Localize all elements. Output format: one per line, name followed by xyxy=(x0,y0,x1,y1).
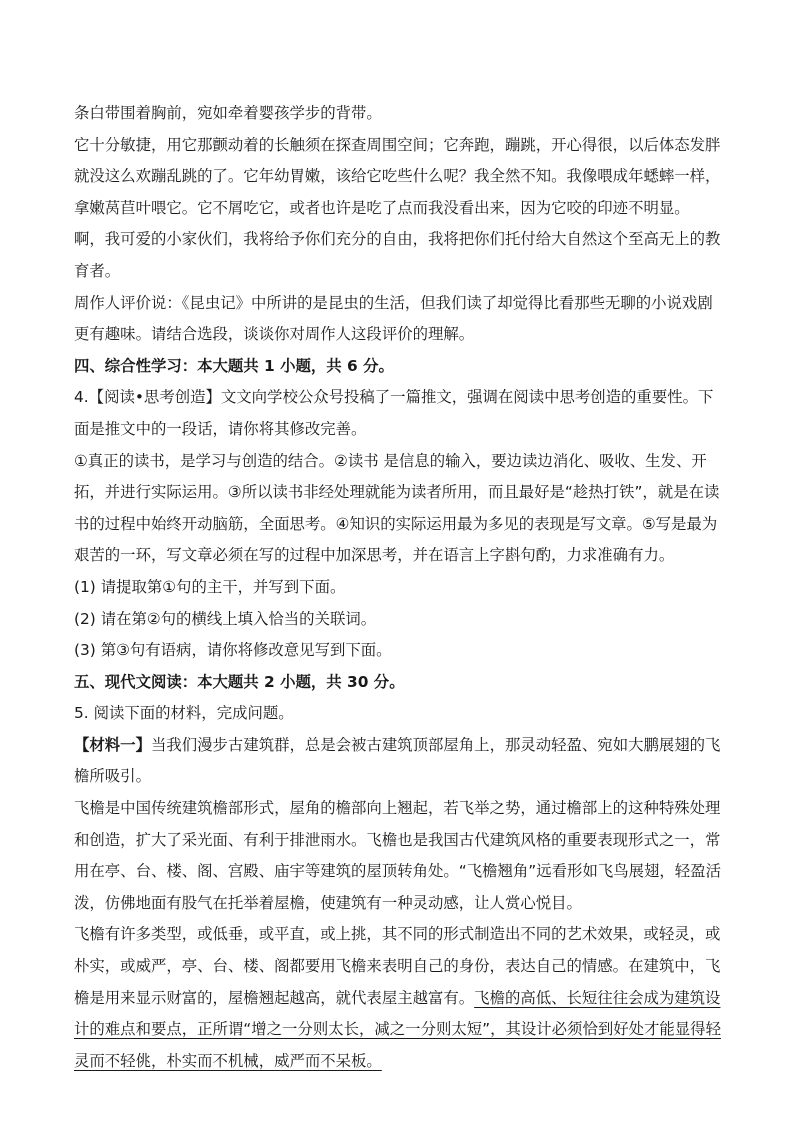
paragraph-agile-cricket: 它十分敏捷，用它那颤动着的长触须在探查周围空间；它奔跑，蹦跳，开心得很，以后体态发胖就没这么欢蹦乱跳的了。它年幼胃嫩，该给它吃些什么呢？我全然不知。我像喂成年蟋蟀一样，拿嫩莴苣叶喂它。它不屑吃它，或者也许是吃了点而我没看出来，因为它咬的印迹不明显。 xyxy=(74,135,721,217)
question-4-sub-3: (3) 第③句有语病，请你将修改意见写到下面。 xyxy=(74,641,392,660)
question-4-intro: 4.【阅读•思考创造】文文向学校公众号投稿了一篇推文，强调在阅读中思考创造的重要性。下面是推文中的一段话，请你将其修改完善。 xyxy=(74,388,714,438)
document-page xyxy=(74,98,722,1077)
eave-types-text: 飞檐有许多类型，或低垂，或平直，或上挑，其不同的形式制造出不同的艺术效果，或轻灵，或朴实，或威严，亭、台、楼、阁都要用飞檐来表明自己的身份，表达自己的情感。在建筑中，飞檐是用来显示财富的，屋檐翘起越高，就代表屋主越富有。 xyxy=(74,925,721,1007)
question-5-intro: 5. 阅读下面的材料，完成问题。 xyxy=(74,704,294,723)
question-4-passage: ①真正的读书，是学习与创造的结合。②读书 是信息的输入，要边读边消化、吸收、生发、开拓，并进行实际运用。③所以读书非经处理就能为读者所用，而且最好是“趁热打铁”，就是在读书的过程中始终开动脑筋，全面思考。④知识的实际运用最为多见的表现是写文章。⑤写是最为艰苦的一环，写文章必须在写的过程中加深思考，并在语言上字斟句酌，力求准确有力。 xyxy=(74,451,720,565)
question-4-sub-1: (1) 请提取第①句的主干，并写到下面。 xyxy=(74,577,346,596)
material-1-text: 当我们漫步古建筑群，总是会被古建筑顶部屋角上，那灵动轻盈、宛如大鹏展翅的飞檐所吸引。 xyxy=(74,735,721,786)
section-heading-5: 五、现代文阅读：本大题共 2 小题，共 30 分。 xyxy=(74,672,405,691)
material-paragraph-eave-types xyxy=(74,919,722,1077)
material-1 xyxy=(74,730,722,793)
paragraph-white-band: 条白带围着胸前，宛如牵着婴孩学步的背带。 xyxy=(74,104,382,122)
material-1-label: 【材料一】 xyxy=(74,735,151,754)
material-paragraph-flying-eaves: 飞檐是中国传统建筑檐部形式，屋角的檐部向上翘起，若飞举之势，通过檐部上的这种特殊处理和创造，扩大了采光面、有利于排泄雨水。飞檐也是我国古代建筑风格的重要表现形式之一，常用在亭、台、楼、阁、宫殿、庙宇等建筑的屋顶转角处。“飞檐翘角”远看形如飞鸟展翅，轻盈活泼，仿佛地面有股气在托举着屋檐，使建筑有一种灵动感，让人赏心悦目。 xyxy=(74,799,721,912)
paragraph-freedom: 啊，我可爱的小家伙们，我将给予你们充分的自由，我将把你们托付给大自然这个至高无上的教育者。 xyxy=(74,230,721,280)
question-4-sub-2: (2) 请在第②句的横线上填入恰当的关联词。 xyxy=(74,609,377,628)
underlined-sentence: 飞檐的高低、长短往往会成为建筑设计的难点和要点，正所谓“增之一分则太长，减之一分则太短”，其设计必须恰到好处才能显得轻灵而不轻佻，朴实而不机械，威严而不呆板。 xyxy=(74,988,721,1070)
section-heading-4: 四、综合性学习：本大题共 1 小题，共 6 分。 xyxy=(74,356,394,375)
question-zhou-zuoren: 周作人评价说：《昆虫记》中所讲的是昆虫的生活，但我们读了却觉得比看那些无聊的小说戏剧更有趣味。请结合选段，谈谈你对周作人这段评价的理解。 xyxy=(74,293,713,344)
